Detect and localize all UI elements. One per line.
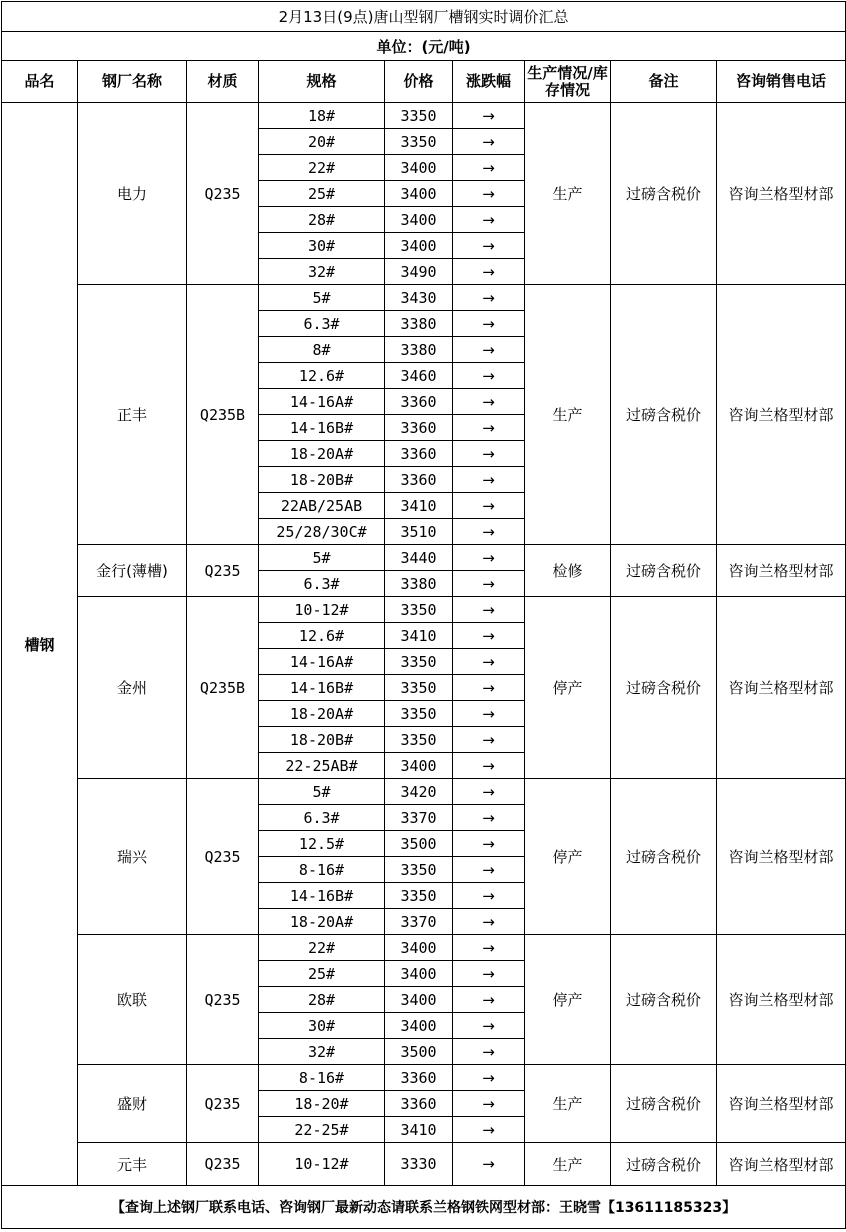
spec-cell: 32#: [259, 259, 385, 285]
mill-note: 过磅含税价: [611, 597, 717, 779]
change-arrow-icon: →: [453, 623, 525, 649]
spec-cell: 10-12#: [259, 597, 385, 623]
footer-contact-note: 【查询上述钢厂联系电话、咨询钢厂最新动态请联系兰格钢铁网型材部：王晓雪【13611185323】: [2, 1186, 846, 1229]
spec-cell: 30#: [259, 1013, 385, 1039]
mill-material: Q235: [187, 103, 259, 285]
spec-cell: 14-16B#: [259, 883, 385, 909]
mill-contact: 咨询兰格型材部: [717, 1065, 846, 1143]
change-arrow-icon: →: [453, 961, 525, 987]
spec-cell: 14-16A#: [259, 649, 385, 675]
price-table: [1, 1, 846, 1229]
header-row: [2, 61, 846, 103]
mill-status: 生产: [525, 103, 611, 285]
change-arrow-icon: →: [453, 1091, 525, 1117]
spec-cell: 28#: [259, 207, 385, 233]
change-arrow-icon: →: [453, 415, 525, 441]
price-cell: 3370: [385, 909, 453, 935]
price-cell: 3380: [385, 337, 453, 363]
spec-cell: 8#: [259, 337, 385, 363]
spec-cell: 5#: [259, 779, 385, 805]
table-row: [2, 1143, 846, 1186]
spec-cell: 5#: [259, 285, 385, 311]
mill-material: Q235B: [187, 597, 259, 779]
mill-material: Q235: [187, 779, 259, 935]
price-cell: 3350: [385, 675, 453, 701]
mill-status: 生产: [525, 285, 611, 545]
price-cell: 3490: [385, 259, 453, 285]
unit-label: 单位：(元/吨): [2, 32, 846, 61]
spec-cell: 18-20A#: [259, 909, 385, 935]
spec-cell: 12.5#: [259, 831, 385, 857]
price-cell: 3350: [385, 649, 453, 675]
mill-contact: 咨询兰格型材部: [717, 545, 846, 597]
price-cell: 3360: [385, 1065, 453, 1091]
change-arrow-icon: →: [453, 155, 525, 181]
spec-cell: 18-20B#: [259, 727, 385, 753]
spec-cell: 6.3#: [259, 805, 385, 831]
change-arrow-icon: →: [453, 805, 525, 831]
spec-cell: 25#: [259, 181, 385, 207]
table-row: [2, 103, 846, 129]
price-cell: 3360: [385, 389, 453, 415]
header-status: 生产情况/库存情况: [525, 61, 611, 103]
mill-name: 正丰: [78, 285, 187, 545]
price-cell: 3350: [385, 883, 453, 909]
mill-material: Q235: [187, 1065, 259, 1143]
change-arrow-icon: →: [453, 1039, 525, 1065]
spec-cell: 20#: [259, 129, 385, 155]
price-cell: 3400: [385, 935, 453, 961]
product-name: 槽钢: [2, 103, 78, 1186]
table-row: [2, 545, 846, 571]
change-arrow-icon: →: [453, 129, 525, 155]
change-arrow-icon: →: [453, 493, 525, 519]
mill-contact: 咨询兰格型材部: [717, 597, 846, 779]
price-cell: 3400: [385, 961, 453, 987]
mill-name: 瑞兴: [78, 779, 187, 935]
change-arrow-icon: →: [453, 363, 525, 389]
price-cell: 3500: [385, 1039, 453, 1065]
change-arrow-icon: →: [453, 857, 525, 883]
mill-name: 金州: [78, 597, 187, 779]
mill-name: 金行(薄槽): [78, 545, 187, 597]
mill-note: 过磅含税价: [611, 1143, 717, 1186]
spec-cell: 14-16B#: [259, 675, 385, 701]
spec-cell: 12.6#: [259, 363, 385, 389]
spec-cell: 14-16A#: [259, 389, 385, 415]
mill-note: 过磅含税价: [611, 545, 717, 597]
price-cell: 3400: [385, 181, 453, 207]
spec-cell: 32#: [259, 1039, 385, 1065]
price-cell: 3360: [385, 441, 453, 467]
mill-note: 过磅含税价: [611, 285, 717, 545]
price-cell: 3380: [385, 571, 453, 597]
mill-status: 停产: [525, 779, 611, 935]
mill-name: 欧联: [78, 935, 187, 1065]
price-cell: 3400: [385, 207, 453, 233]
price-cell: 3400: [385, 987, 453, 1013]
price-cell: 3360: [385, 1091, 453, 1117]
mill-contact: 咨询兰格型材部: [717, 103, 846, 285]
table-row: [2, 285, 846, 311]
header-product: 品名: [2, 61, 78, 103]
header-note: 备注: [611, 61, 717, 103]
change-arrow-icon: →: [453, 259, 525, 285]
spec-cell: 22-25#: [259, 1117, 385, 1143]
change-arrow-icon: →: [453, 1143, 525, 1186]
change-arrow-icon: →: [453, 181, 525, 207]
price-cell: 3420: [385, 779, 453, 805]
spec-cell: 18#: [259, 103, 385, 129]
price-cell: 3350: [385, 103, 453, 129]
mill-note: 过磅含税价: [611, 103, 717, 285]
price-cell: 3360: [385, 415, 453, 441]
header-mill: 钢厂名称: [78, 61, 187, 103]
header-spec: 规格: [259, 61, 385, 103]
mill-contact: 咨询兰格型材部: [717, 285, 846, 545]
change-arrow-icon: →: [453, 389, 525, 415]
mill-status: 生产: [525, 1065, 611, 1143]
change-arrow-icon: →: [453, 909, 525, 935]
table-row: [2, 1065, 846, 1091]
change-arrow-icon: →: [453, 207, 525, 233]
mill-contact: 咨询兰格型材部: [717, 779, 846, 935]
mill-contact: 咨询兰格型材部: [717, 935, 846, 1065]
spec-cell: 18-20#: [259, 1091, 385, 1117]
header-contact: 咨询销售电话: [717, 61, 846, 103]
price-cell: 3400: [385, 233, 453, 259]
table-row: [2, 935, 846, 961]
price-cell: 3380: [385, 311, 453, 337]
change-arrow-icon: →: [453, 701, 525, 727]
change-arrow-icon: →: [453, 441, 525, 467]
change-arrow-icon: →: [453, 233, 525, 259]
price-cell: 3500: [385, 831, 453, 857]
price-cell: 3410: [385, 1117, 453, 1143]
spec-cell: 22#: [259, 935, 385, 961]
change-arrow-icon: →: [453, 285, 525, 311]
change-arrow-icon: →: [453, 779, 525, 805]
table-title: 2月13日(9点)唐山型钢厂槽钢实时调价汇总: [2, 2, 846, 32]
spec-cell: 8-16#: [259, 857, 385, 883]
price-cell: 3350: [385, 129, 453, 155]
spec-cell: 22#: [259, 155, 385, 181]
change-arrow-icon: →: [453, 571, 525, 597]
price-cell: 3400: [385, 1013, 453, 1039]
price-cell: 3350: [385, 857, 453, 883]
price-cell: 3430: [385, 285, 453, 311]
price-cell: 3400: [385, 753, 453, 779]
spec-cell: 6.3#: [259, 571, 385, 597]
mill-material: Q235: [187, 935, 259, 1065]
mill-name: 元丰: [78, 1143, 187, 1186]
change-arrow-icon: →: [453, 545, 525, 571]
spec-cell: 28#: [259, 987, 385, 1013]
mill-contact: 咨询兰格型材部: [717, 1143, 846, 1186]
change-arrow-icon: →: [453, 103, 525, 129]
header-change: 涨跌幅: [453, 61, 525, 103]
mill-material: Q235B: [187, 285, 259, 545]
price-cell: 3410: [385, 623, 453, 649]
price-cell: 3350: [385, 727, 453, 753]
price-cell: 3460: [385, 363, 453, 389]
change-arrow-icon: →: [453, 1117, 525, 1143]
spec-cell: 30#: [259, 233, 385, 259]
price-cell: 3410: [385, 493, 453, 519]
mill-status: 停产: [525, 597, 611, 779]
change-arrow-icon: →: [453, 935, 525, 961]
spec-cell: 5#: [259, 545, 385, 571]
price-cell: 3360: [385, 467, 453, 493]
change-arrow-icon: →: [453, 311, 525, 337]
mill-name: 电力: [78, 103, 187, 285]
spec-cell: 25#: [259, 961, 385, 987]
change-arrow-icon: →: [453, 831, 525, 857]
price-cell: 3370: [385, 805, 453, 831]
change-arrow-icon: →: [453, 467, 525, 493]
spec-cell: 18-20A#: [259, 701, 385, 727]
spec-cell: 14-16B#: [259, 415, 385, 441]
change-arrow-icon: →: [453, 649, 525, 675]
change-arrow-icon: →: [453, 337, 525, 363]
table-row: [2, 597, 846, 623]
change-arrow-icon: →: [453, 727, 525, 753]
spec-cell: 18-20B#: [259, 467, 385, 493]
mill-status: 生产: [525, 1143, 611, 1186]
price-cell: 3510: [385, 519, 453, 545]
change-arrow-icon: →: [453, 1013, 525, 1039]
mill-material: Q235: [187, 545, 259, 597]
spec-cell: 6.3#: [259, 311, 385, 337]
change-arrow-icon: →: [453, 597, 525, 623]
spec-cell: 10-12#: [259, 1143, 385, 1186]
mill-name: 盛财: [78, 1065, 187, 1143]
mill-note: 过磅含税价: [611, 779, 717, 935]
spec-cell: 18-20A#: [259, 441, 385, 467]
price-cell: 3400: [385, 155, 453, 181]
mill-note: 过磅含税价: [611, 935, 717, 1065]
spec-cell: 22AB/25AB: [259, 493, 385, 519]
header-material: 材质: [187, 61, 259, 103]
spec-cell: 12.6#: [259, 623, 385, 649]
spec-cell: 22-25AB#: [259, 753, 385, 779]
change-arrow-icon: →: [453, 1065, 525, 1091]
table-row: [2, 779, 846, 805]
change-arrow-icon: →: [453, 753, 525, 779]
spec-cell: 8-16#: [259, 1065, 385, 1091]
mill-status: 停产: [525, 935, 611, 1065]
mill-status: 检修: [525, 545, 611, 597]
change-arrow-icon: →: [453, 519, 525, 545]
change-arrow-icon: →: [453, 987, 525, 1013]
mill-material: Q235: [187, 1143, 259, 1186]
spec-cell: 25/28/30C#: [259, 519, 385, 545]
mill-note: 过磅含税价: [611, 1065, 717, 1143]
price-cell: 3440: [385, 545, 453, 571]
change-arrow-icon: →: [453, 675, 525, 701]
price-cell: 3330: [385, 1143, 453, 1186]
price-cell: 3350: [385, 701, 453, 727]
change-arrow-icon: →: [453, 883, 525, 909]
price-cell: 3350: [385, 597, 453, 623]
header-price: 价格: [385, 61, 453, 103]
